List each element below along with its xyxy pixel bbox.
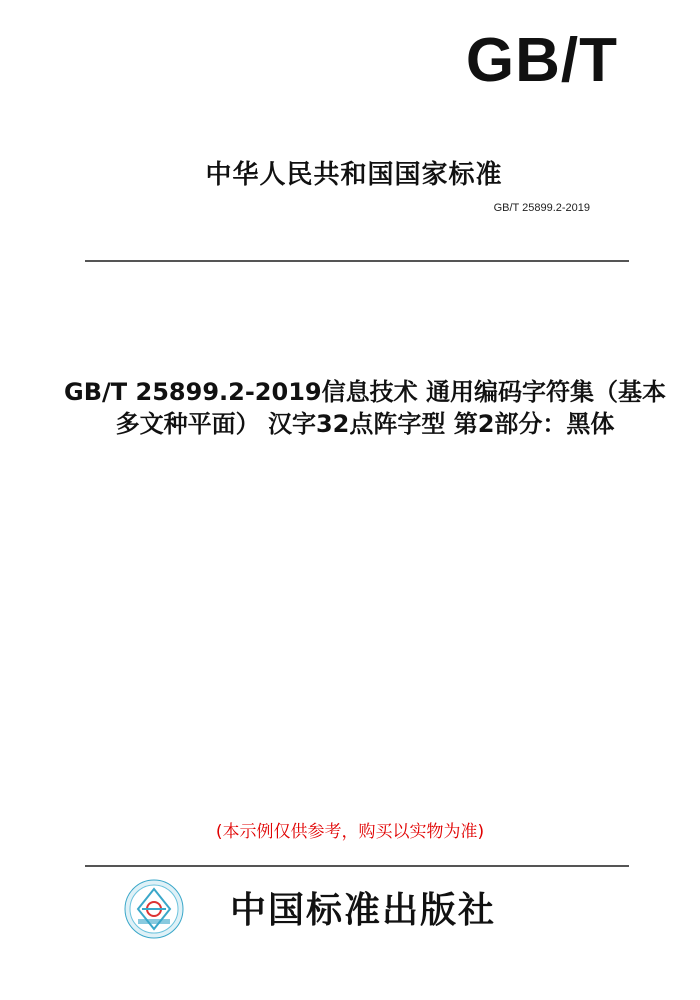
standard-number: GB/T 25899.2-2019 xyxy=(493,202,590,214)
document-title: GB/T 25899.2-2019信息技术 通用编码字符集（基本多文种平面） 汉字32点阵字型 第2部分：黑体 xyxy=(64,378,666,438)
bottom-divider xyxy=(85,865,629,867)
publisher-name: 中国标准出版社 xyxy=(230,889,497,931)
gbt-logo: GB/T xyxy=(465,26,618,95)
publisher-seal-icon xyxy=(124,879,184,939)
top-divider xyxy=(85,260,629,262)
sample-notice: (本示例仅供参考，购买以实物为准) xyxy=(215,822,485,842)
national-standard-heading: 中华人民共和国国家标准 xyxy=(205,160,503,190)
